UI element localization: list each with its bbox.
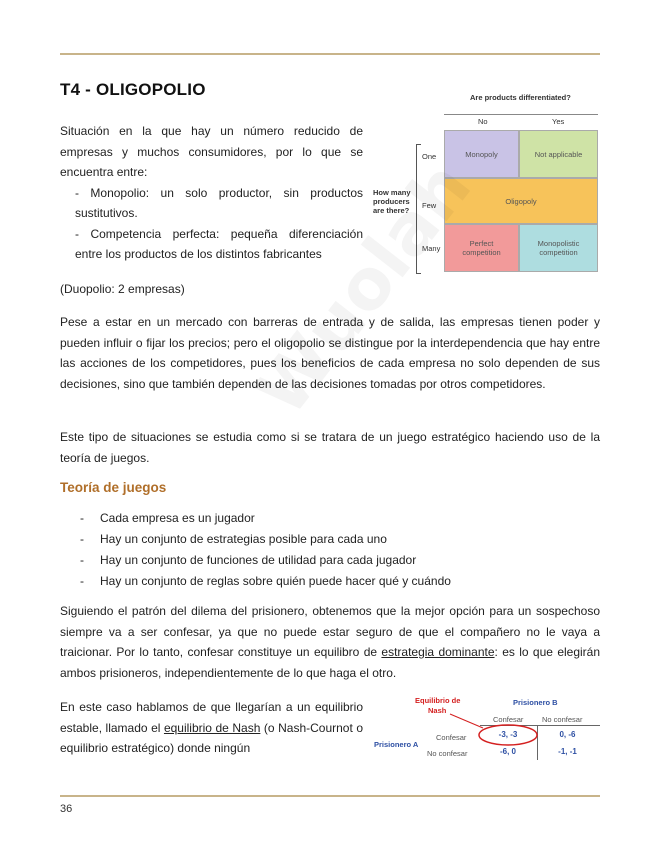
col-confess: Confesar — [493, 715, 524, 724]
payoff-cell: 0, -6 — [559, 730, 576, 739]
intro-paragraph — [60, 121, 363, 265]
row-no-confess: No confesar — [427, 749, 468, 758]
figure-row-many: Many — [422, 244, 441, 253]
player-b-label: Prisionero B — [513, 698, 558, 707]
bottom-rule — [60, 795, 600, 797]
figure-question: Are products differentiated? — [470, 93, 571, 102]
nash-eq-label-1: Equilibrio de — [415, 696, 461, 705]
player-a-label: Prisionero A — [374, 740, 419, 749]
top-rule — [60, 53, 600, 55]
intro-line-2: empresas y muchos consumidores, por lo que se — [60, 144, 363, 159]
payoff-cell: -1, -1 — [558, 747, 577, 756]
intro-bullet-2b: entre los productos de los distintos fabricantes — [75, 247, 322, 261]
intro-bullet-1b: sustitutivos. — [75, 206, 138, 220]
paragraph-4: En este caso hablamos de que llegarían a un equilibrio estable, llamado el equilibrio de Nash (o Nash-Cournot o equilibrio estratégico) donde ningún — [60, 700, 363, 755]
nash-equilibrium-term: equilibrio de Nash — [163, 720, 261, 735]
section-title: Teoría de juegos — [60, 480, 167, 495]
paragraph-3: Siguiendo el patrón del dilema del prisionero, obtenemos que la mejor opción para un sospechoso siempre va a ser confesar, ya que no puede estar seguro de que el compañero no le vaya a traicionar. Por lo tanto, confesar constituye un equilibro de estrategia dominante: es lo que elegirán ambos prisioneros, independientemente de lo que haga el otro. — [60, 604, 601, 680]
figure-row-one: One — [422, 152, 437, 161]
cell-monopoly: Monopoly — [444, 130, 519, 178]
cell-perfect-competition: Perfect competition — [444, 224, 519, 272]
paragraph-1: Pese a estar en un mercado con barreras de entrada y de salida, las empresas tienen poder y pueden influir o fijar los precios; pero el oligopolio se distingue por la interdependencia que hay entre las acciones de los competidores, pues los beneficios de cada empresa no solo dependen de sus decisiones, sino que también dependen de las decisiones tomadas por otros competidores. — [60, 315, 600, 391]
nash-table-figure — [370, 694, 605, 764]
nash-highlight-svg — [370, 694, 605, 764]
payoff-cell: -6, 0 — [499, 747, 516, 756]
cell-monopolistic-competition: Monopolistic competition — [519, 224, 598, 272]
col-no-confess: No confesar — [542, 715, 583, 724]
payoff-cell: -3, -3 — [498, 730, 518, 739]
intro-bullet-2a: - Competencia perfecta: pequeña diferenciación — [75, 226, 363, 241]
figure-col-yes: Yes — [552, 117, 565, 126]
intro-bullet-1a: - Monopolio: un solo productor, sin productos — [75, 185, 363, 200]
figure-col-no: No — [478, 117, 488, 126]
nash-pointer-line — [450, 714, 483, 728]
figure-side-label-1: How many — [373, 188, 411, 197]
page-title: T4 - OLIGOPOLIO — [60, 80, 206, 99]
paragraph-2: Este tipo de situaciones se estudia como si se tratara de un juego estratégico haciendo uso de la teoría de juegos. — [60, 430, 600, 465]
nash-equilibrium-circle — [479, 725, 537, 745]
intro-line-3: encuentra entre: — [60, 165, 148, 179]
nash-eq-label-2: Nash — [428, 706, 447, 715]
figure-side-label-2: producers — [373, 197, 410, 206]
figure-side-label-3: are there? — [373, 206, 410, 215]
figure-row-few: Few — [422, 201, 437, 210]
duopolio-note: (Duopolio: 2 empresas) — [60, 282, 185, 296]
dominant-strategy-term: estrategia dominante — [381, 645, 495, 659]
figure-header-line — [444, 114, 598, 115]
cell-not-applicable: Not applicable — [519, 130, 598, 178]
page-number: 36 — [60, 803, 73, 815]
intro-line-1: Situación en la que hay un número reducido de — [60, 124, 363, 138]
row-confess: Confesar — [436, 733, 467, 742]
cell-oligopoly: Oligopoly — [444, 178, 598, 224]
